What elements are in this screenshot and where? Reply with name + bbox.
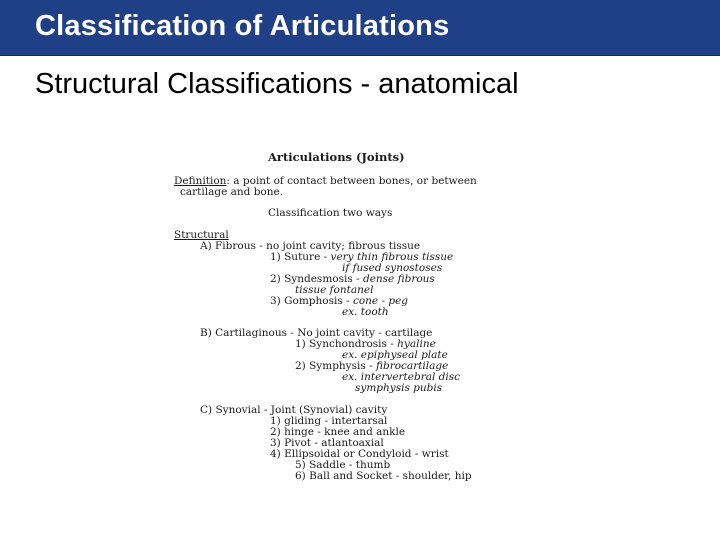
saddle-line: 5) Saddle - thumb: [295, 459, 391, 471]
symphysis-note-2: symphysis pubis: [355, 382, 443, 394]
classification-line: Classification two ways: [268, 207, 393, 219]
definition-label: Definition: [174, 175, 227, 187]
gomphosis-desc: cone - peg: [352, 295, 409, 307]
fibrous-line: A) Fibrous - no joint cavity; fibrous tissue: [200, 240, 421, 252]
ball-socket-line: 6) Ball and Socket - shoulder, hip: [295, 470, 472, 482]
slide-subtitle: Structural Classifications - anatomical: [35, 68, 519, 100]
definition-line-2: cartilage and bone.: [180, 186, 284, 198]
synchondrosis-desc: hyaline: [397, 338, 436, 350]
definition-text: : a point of contact between bones, or between: [226, 175, 477, 187]
syndesmosis-note: tissue fontanel: [295, 284, 374, 296]
suture-note: if fused synostoses: [342, 262, 443, 274]
suture-desc: very thin fibrous tissue: [330, 251, 454, 263]
symphysis-note-1: ex. intervertebral disc: [342, 371, 461, 383]
synchondrosis-label: 1) Synchondrosis -: [295, 338, 398, 350]
figure-title: Articulations (Joints): [268, 150, 405, 164]
syndesmosis-desc: dense fibrous: [362, 273, 435, 285]
ellipsoidal-line: 4) Ellipsoidal or Condyloid - wrist: [270, 448, 449, 460]
gliding-line: 1) gliding - intertarsal: [270, 415, 388, 427]
hinge-line: 2) hinge - knee and ankle: [270, 426, 406, 438]
cartilaginous-line: B) Cartilaginous - No joint cavity - cartilage: [200, 327, 433, 339]
symphysis-desc: fibrocartilage: [375, 360, 449, 372]
gomphosis-label: 3) Gomphosis -: [270, 295, 353, 307]
symphysis-label: 2) Symphysis -: [295, 360, 376, 372]
title-bar: [0, 0, 720, 56]
structural-label: Structural: [174, 229, 229, 241]
suture-label: 1) Suture -: [270, 251, 331, 263]
slide-title: Classification of Articulations: [35, 10, 450, 42]
articulations-figure: [170, 145, 510, 490]
pivot-line: 3) Pivot - atlantoaxial: [270, 437, 384, 449]
synchondrosis-note: ex. epiphyseal plate: [342, 349, 448, 361]
synovial-line: C) Synovial - Joint (Synovial) cavity: [200, 404, 388, 416]
gomphosis-note: ex. tooth: [342, 306, 389, 318]
syndesmosis-label: 2) Syndesmosis -: [270, 273, 363, 285]
